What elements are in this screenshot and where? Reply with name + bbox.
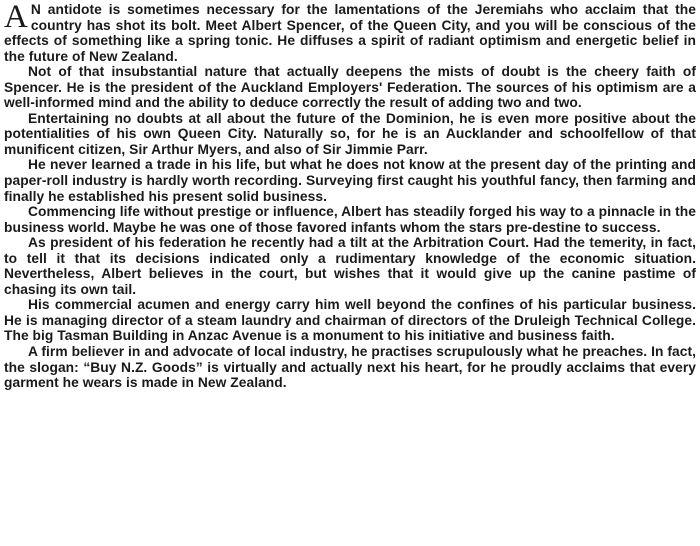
paragraph-2: Not of that insubstantial nature that actually deepens the mists of doubt is the cheery faith of Spencer. He is the president of the Auckland Employers' Federation. The sources of his optimism are a well-informed mind and the ability to deduce correctly the result of adding two and two.: [4, 64, 696, 111]
paragraph-7: His commercial acumen and energy carry him well beyond the confines of his particular business. He is managing director of a steam laundry and chairman of directors of the Druleigh Technical College. The big Tasman Building in Anzac Avenue is a monument to his initiative and business faith.: [4, 297, 696, 344]
paragraph-6: As president of his federation he recently had a tilt at the Arbitration Court. Had the temerity, in fact, to tell it that its decisions indicated only a rudimentary knowledge of the economic situation. Nevertheless, Albert believes in the court, but wishes that it would give up the canine pastime of chasing its own tail.: [4, 235, 696, 297]
paragraph-1: [4, 2, 696, 64]
paragraph-5: Commencing life without prestige or influence, Albert has steadily forged his way to a pinnacle in the business world. Maybe he was one of those favored infants whom the stars pre-destine to success.: [4, 204, 696, 235]
paragraph-3: Entertaining no doubts at all about the future of the Dominion, he is even more positive about the potentialities of his own Queen City. Naturally so, for he is an Aucklander and schoolfellow of that munificent citizen, Sir Arthur Myers, and also of Sir Jimmie Parr.: [4, 110, 696, 157]
paragraph-1-text: N antidote is sometimes necessary for the lamentations of the Jeremiahs who acclaim that the country has shot its bolt. Meet Albert Spencer, of the Queen City, and you will be conscious of the effects of something like a spring tonic. He diffuses a spirit of radiant optimism and energetic belief in the future of New Zealand.: [4, 2, 696, 64]
article-body: [4, 2, 696, 544]
drop-cap: A: [4, 2, 28, 35]
paragraph-8: A firm believer in and advocate of local industry, he practises scrupulously what he preaches. In fact, the slogan: “Buy N.Z. Goods” is virtually and actually next his heart, for he proudly acclaims that every garment he wears is made in New Zealand.: [4, 344, 696, 391]
paragraph-4: He never learned a trade in his life, but what he does not know at the present day of the printing and paper-roll industry is hardly worth recording. Surveying first caught his youthful fancy, then farming and finally he established his present solid business.: [4, 157, 696, 204]
